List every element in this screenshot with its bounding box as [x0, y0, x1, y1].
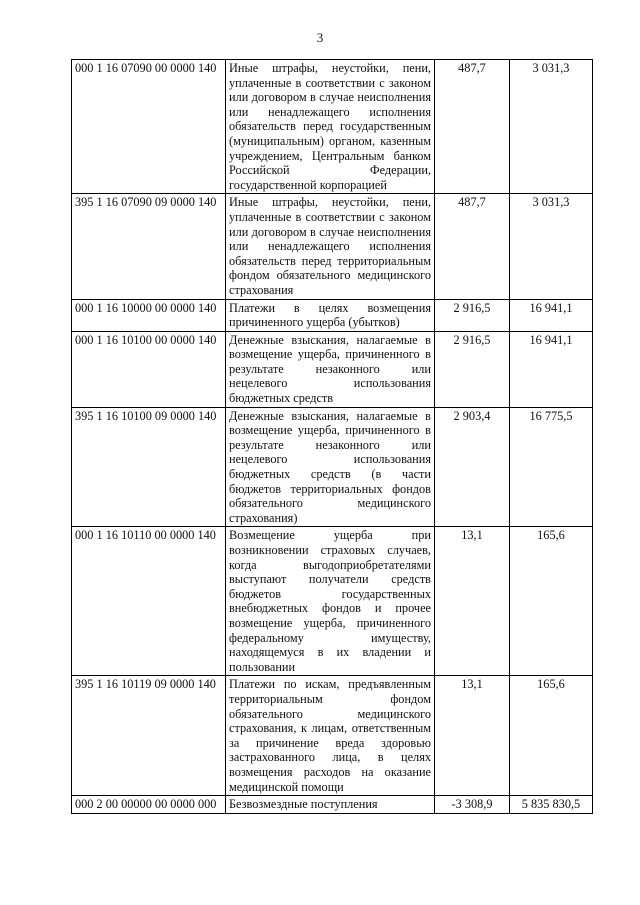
revenue-name: Денежные взыскания, налагаемые в возмещение ущерба, причиненного в результате незаконного или нецелевого использования бюджетных средств (в части бюджетов территориальных фондов обязательного медицинского страхования): [226, 407, 435, 527]
table-row: [72, 527, 593, 676]
revenue-name: Иные штрафы, неустойки, пени, уплаченные в соответствии с законом или договором в случае неисполнения или ненадлежащего исполнения обязательств перед государственным (муниципальным) органом, казенным учреждением, Центральным банком Российской Федерации, государственной корпорацией: [226, 60, 435, 194]
amount-value-1: 487,7: [435, 60, 510, 194]
amount-value-2: 16 941,1: [510, 331, 593, 407]
table-row: [72, 194, 593, 299]
revenue-name: Возмещение ущерба при возникновении страховых случаев, когда выгодоприобретателями выступают получатели средств бюджетов государственных внебюджетных фондов и прочее возмещение ущерба, причиненного федеральному имуществу, находящемуся в их владении и пользовании: [226, 527, 435, 676]
amount-value-1: 13,1: [435, 676, 510, 796]
amount-value-2: 16 775,5: [510, 407, 593, 527]
amount-value-1: 487,7: [435, 194, 510, 299]
table-row: [72, 796, 593, 814]
budget-classification-code: 000 1 16 10110 00 0000 140: [72, 527, 226, 676]
amount-value-1: 13,1: [435, 527, 510, 676]
amount-value-1: 2 916,5: [435, 299, 510, 331]
budget-classification-code: 000 1 16 07090 00 0000 140: [72, 60, 226, 194]
revenue-name: Денежные взыскания, налагаемые в возмещение ущерба, причиненного в результате незаконного или нецелевого использования бюджетных средств: [226, 331, 435, 407]
amount-value-2: 3 031,3: [510, 60, 593, 194]
table-row: [72, 60, 593, 194]
page-number: 3: [316, 30, 324, 45]
table-row: [72, 676, 593, 796]
table-row: [72, 299, 593, 331]
amount-value-2: 16 941,1: [510, 299, 593, 331]
budget-classification-code: 395 1 16 07090 09 0000 140: [72, 194, 226, 299]
budget-classification-code: 395 1 16 10100 09 0000 140: [72, 407, 226, 527]
amount-value-1: 2 916,5: [435, 331, 510, 407]
revenue-name: Безвозмездные поступления: [226, 796, 435, 814]
amount-value-2: 165,6: [510, 676, 593, 796]
amount-value-1: 2 903,4: [435, 407, 510, 527]
revenue-name: Платежи по искам, предъявленным территориальным фондом обязательного медицинского страхования, к лицам, ответственным за причинение вреда здоровью застрахованного лица, в целях возмещения расходов на оказание медицинской помощи: [226, 676, 435, 796]
table-row: [72, 331, 593, 407]
budget-classification-code: 000 1 16 10000 00 0000 140: [72, 299, 226, 331]
budget-classification-code: 395 1 16 10119 09 0000 140: [72, 676, 226, 796]
amount-value-2: 165,6: [510, 527, 593, 676]
budget-revenue-table: [71, 59, 593, 814]
revenue-name: Иные штрафы, неустойки, пени, уплаченные в соответствии с законом или договором в случае неисполнения или ненадлежащего исполнения обязательств перед территориальным фондом обязательного медицинского страхования: [226, 194, 435, 299]
budget-classification-code: 000 2 00 00000 00 0000 000: [72, 796, 226, 814]
revenue-name: Платежи в целях возмещения причиненного ущерба (убытков): [226, 299, 435, 331]
amount-value-2: 3 031,3: [510, 194, 593, 299]
amount-value-1: -3 308,9: [435, 796, 510, 814]
table-row: [72, 407, 593, 527]
budget-classification-code: 000 1 16 10100 00 0000 140: [72, 331, 226, 407]
amount-value-2: 5 835 830,5: [510, 796, 593, 814]
